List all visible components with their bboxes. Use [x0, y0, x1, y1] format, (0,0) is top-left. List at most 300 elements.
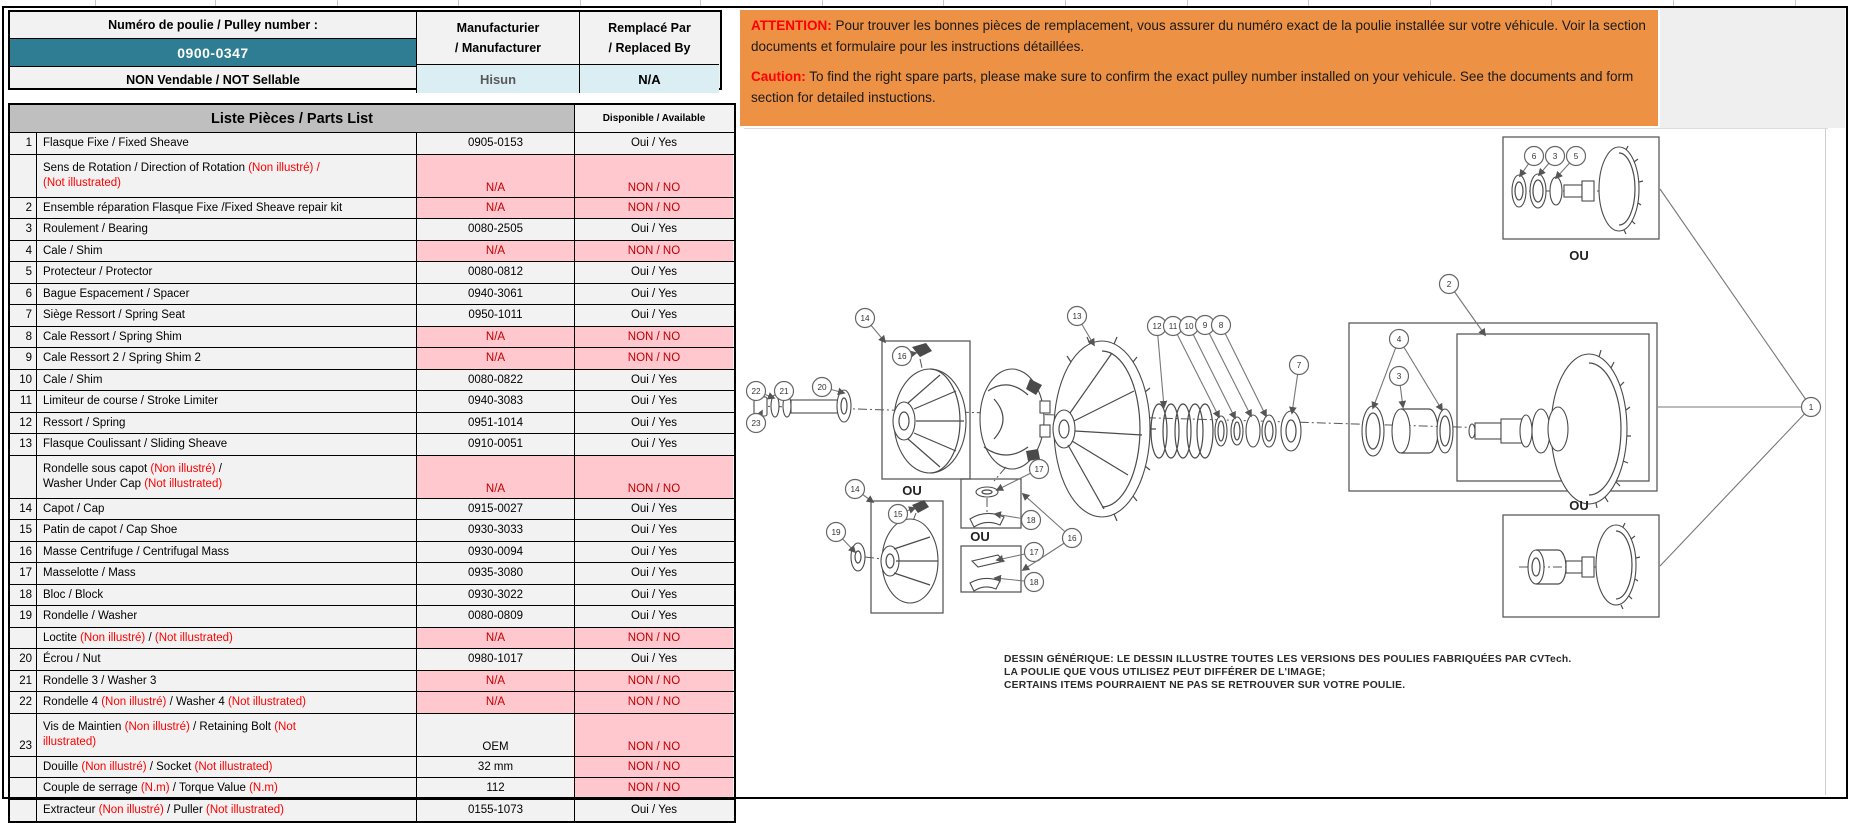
availability-cell: NON / NO: [575, 198, 733, 219]
callout-number: 7: [1296, 360, 1302, 370]
callout-number: 13: [1072, 311, 1082, 321]
replaced-by-label: [580, 12, 719, 65]
callout-7: [1290, 356, 1309, 414]
part-description-cell: [37, 542, 417, 563]
gridline-tick: [822, 0, 823, 6]
table-row: [10, 219, 734, 241]
part-code-cell: 0080-0809: [417, 606, 575, 627]
item-number-cell: 6: [10, 284, 37, 305]
callout-18: [995, 573, 1044, 592]
availability-cell: Oui / Yes: [630, 567, 678, 580]
manufacturer-label-fr: Manufacturier: [456, 21, 540, 35]
parts-list-header-row: [10, 105, 734, 133]
replaced-by-label-en: / Replaced By: [608, 41, 691, 55]
not-illustrated-note: (Non illustré) /: [248, 162, 320, 174]
part-name-text: Masselotte / Mass: [43, 567, 136, 579]
part-code-cell: 0930-3022: [417, 585, 575, 606]
callout-16: [893, 347, 917, 366]
part-code-cell: 0905-0153: [417, 133, 575, 154]
part-code-cell: 0930-3033: [417, 520, 575, 541]
attention-notice: [740, 10, 1658, 126]
item-number-cell: 18: [10, 585, 37, 606]
table-row: [10, 585, 734, 607]
part-code-cell: 0915-0027: [417, 499, 575, 520]
part-description-cell: [37, 133, 417, 154]
part-name-text: Couple de serrage: [43, 782, 141, 794]
item-number-cell: 10: [10, 370, 37, 391]
availability-cell: Oui / Yes: [630, 373, 678, 386]
part-description-cell: [37, 262, 417, 283]
part-description-cell: [37, 800, 417, 822]
availability-cell: Oui / Yes: [630, 524, 678, 537]
item-number-cell: 23: [10, 714, 37, 756]
part-code-cell: N/A: [417, 241, 575, 262]
generic-drawing-note: LA POULIE QUE VOUS UTILISEZ PEUT DIFFÉRER DE L'IMAGE;: [1004, 667, 1326, 678]
part-name-text: / Socket: [146, 760, 195, 773]
part-description-cell: [37, 649, 417, 670]
callout-leader-line: [1660, 189, 1811, 407]
callout-8: [1212, 316, 1267, 417]
table-row: [10, 499, 734, 521]
availability-cell: NON / NO: [575, 456, 733, 498]
part-code-cell: N/A: [417, 348, 575, 369]
gridline-tick: [95, 0, 96, 6]
part-code-cell: 32 mm: [417, 757, 575, 778]
not-illustrated-note: (Not illustrated): [227, 696, 306, 708]
parts-list-table: [8, 103, 736, 823]
gridline-tick: [1308, 0, 1309, 6]
availability-cell: NON / NO: [575, 155, 733, 197]
part-code-cell: N/A: [417, 692, 575, 713]
table-row: [10, 520, 734, 542]
callout-14: [856, 309, 886, 343]
caution-text: To find the right spare parts, please make sure to confirm the exact pulley number installed on your vehicule. See the documents and form section for detailed instuctions.: [751, 69, 1634, 105]
gridline-tick: [700, 0, 701, 6]
not-illustrated-note: (Non illustré): [81, 760, 147, 773]
sellable-status: NON Vendable / NOT Sellable: [126, 73, 300, 87]
part-name-text: Rondelle / Washer: [43, 610, 138, 622]
callout-number: 16: [1067, 533, 1077, 543]
parts-list-title: Liste Pièces / Parts List: [10, 105, 575, 132]
or-label: OU: [1569, 498, 1589, 513]
part-name-text: Patin de capot / Cap Shoe: [43, 524, 178, 536]
item-number-cell: 22: [10, 692, 37, 713]
replaced-by-label-fr: Remplacé Par: [608, 21, 691, 35]
manufacturer-column: [416, 12, 579, 93]
table-row: [10, 563, 734, 585]
item-number-cell: 1: [10, 133, 37, 154]
table-row: [10, 671, 734, 693]
notice-english: [751, 66, 1647, 108]
callout-4: [1373, 330, 1442, 411]
part-name-text: / Retaining Bolt: [189, 721, 275, 733]
gridline-tick: [1430, 0, 1431, 6]
gridline-tick: [580, 0, 581, 6]
gridline-tick: [1065, 0, 1066, 6]
part-name-text: Flasque Coulissant / Sliding Sheave: [43, 438, 228, 450]
item-number-cell: 14: [10, 499, 37, 520]
item-number-cell: 20: [10, 649, 37, 670]
gridline-tick: [215, 0, 216, 6]
part-code-cell: 0940-3083: [417, 391, 575, 412]
callout-number: 18: [1026, 515, 1036, 525]
table-row: [10, 757, 734, 779]
callout-number: 11: [1168, 321, 1178, 331]
part-name-text: / Torque Value: [169, 782, 250, 794]
callout-19: [827, 523, 856, 553]
availability-cell: Oui / Yes: [630, 309, 678, 322]
availability-cell: Oui / Yes: [630, 438, 678, 451]
callout-number: 10: [1184, 321, 1194, 331]
availability-cell: NON / NO: [575, 628, 733, 649]
part-description-cell: [37, 778, 417, 799]
callout-number: 23: [751, 418, 761, 428]
part-name-text: Cale Ressort 2 / Spring Shim 2: [43, 352, 201, 364]
table-row: [10, 241, 734, 263]
exploded-pulley-diagram: [744, 129, 1828, 797]
callout-number: 12: [1152, 321, 1162, 331]
part-code-cell: 0950-1011: [417, 305, 575, 326]
table-row: [10, 413, 734, 435]
gridline-tick: [1187, 0, 1188, 6]
availability-cell: Oui / Yes: [630, 395, 678, 408]
availability-cell: Oui / Yes: [630, 804, 678, 817]
part-name-text: Cale / Shim: [43, 244, 103, 257]
part-name-text: Protecteur / Protector: [43, 266, 153, 278]
part-name-text: Vis de Maintien: [43, 721, 125, 733]
callout-number: 2: [1446, 279, 1452, 289]
availability-cell: Oui / Yes: [630, 416, 678, 429]
part-description-cell: [37, 563, 417, 584]
availability-cell: Oui / Yes: [630, 223, 678, 236]
callout-21: [775, 382, 794, 401]
callout-number: 3: [1396, 371, 1402, 381]
manufacturer-label-en: / Manufacturer: [454, 41, 542, 55]
table-row: [10, 778, 734, 800]
table-row: [10, 370, 734, 392]
pulley-number-label: Numéro de poulie / Pulley number :: [108, 18, 318, 32]
part-description-cell: [37, 671, 417, 692]
callout-number: 9: [1202, 320, 1208, 330]
not-illustrated-note: (Non illustré): [80, 631, 146, 644]
attention-label: ATTENTION:: [751, 18, 832, 33]
part-description-cell: [37, 327, 417, 348]
or-label: OU: [970, 529, 990, 544]
part-description-cell: [37, 628, 417, 649]
pulley-number-value: 0900-0347: [10, 38, 416, 67]
not-illustrated-note: (Non illustré): [124, 721, 190, 733]
availability-cell: NON / NO: [575, 714, 733, 756]
part-description-cell: [37, 714, 417, 756]
callout-22: [747, 382, 775, 401]
table-row: [10, 327, 734, 349]
part-code-cell: 0940-3061: [417, 284, 575, 305]
part-code-cell: 0980-1017: [417, 649, 575, 670]
part-code-cell: 0080-0812: [417, 262, 575, 283]
part-name-text: Washer Under Cap: [43, 477, 145, 490]
part-description-cell: [37, 434, 417, 455]
callout-number: 3: [1552, 151, 1558, 161]
availability-cell: Oui / Yes: [630, 287, 678, 300]
availability-cell: NON / NO: [575, 327, 733, 348]
part-name-text: /: [215, 463, 222, 475]
part-name-text: Douille: [43, 760, 82, 773]
part-description-cell: [37, 585, 417, 606]
available-column-header: Disponible / Available: [575, 105, 733, 132]
part-code-cell: 0155-1073: [417, 800, 575, 822]
item-number-cell: 9: [10, 348, 37, 369]
pulley-header-table: [8, 10, 722, 90]
part-name-text: Loctite: [43, 631, 81, 644]
notice-french: [751, 15, 1647, 57]
table-row: [10, 133, 734, 155]
table-row: [10, 800, 734, 822]
table-row: [10, 262, 734, 284]
item-number-cell: 11: [10, 391, 37, 412]
part-name-text: Rondelle sous capot: [43, 463, 151, 475]
table-row: [10, 649, 734, 671]
part-code-cell: 0910-0051: [417, 434, 575, 455]
item-number-cell: 8: [10, 327, 37, 348]
item-number-cell: 13: [10, 434, 37, 455]
table-row: [10, 606, 734, 628]
table-row: [10, 692, 734, 714]
or-label: OU: [902, 483, 922, 498]
diagram-area: [744, 128, 1828, 797]
gridline-tick: [337, 0, 338, 6]
availability-cell: NON / NO: [575, 692, 733, 713]
callout-14: [846, 480, 874, 503]
part-name-text: / Puller: [163, 804, 206, 816]
part-code-cell: 0951-1014: [417, 413, 575, 434]
part-code-cell: N/A: [417, 628, 575, 649]
part-name-text: Ressort / Spring: [43, 416, 126, 429]
item-number-cell: [10, 778, 37, 799]
part-code-cell: OEM: [417, 714, 575, 756]
callout-number: 19: [831, 527, 841, 537]
callout-2: [1440, 275, 1486, 336]
callout-number: 17: [1034, 464, 1044, 474]
callout-number: 18: [1029, 577, 1039, 587]
availability-cell: Oui / Yes: [630, 588, 678, 601]
availability-cell: NON / NO: [575, 671, 733, 692]
callout-number: 21: [779, 386, 789, 396]
part-name-text: Écrou / Nut: [43, 653, 101, 665]
not-illustrated-note: (Not illustrated): [154, 631, 233, 644]
or-label: OU: [1569, 248, 1589, 263]
part-code-cell: 0935-3080: [417, 563, 575, 584]
callout-number: 22: [751, 386, 761, 396]
not-illustrated-note: (N.m): [140, 782, 170, 794]
part-name-text: Limiteur de course / Stroke Limiter: [43, 395, 219, 407]
part-description-cell: [37, 456, 417, 498]
item-number-cell: 7: [10, 305, 37, 326]
item-number-cell: 17: [10, 563, 37, 584]
callout-number: 20: [817, 382, 827, 392]
not-illustrated-note: (Non illustré): [101, 696, 167, 708]
part-description-cell: [37, 413, 417, 434]
part-name-text: Cale Ressort / Spring Shim: [43, 330, 182, 343]
part-name-text: Bloc / Block: [43, 588, 104, 601]
gridline-tick: [458, 0, 459, 6]
availability-cell: NON / NO: [575, 778, 733, 799]
part-code-cell: N/A: [417, 671, 575, 692]
item-number-cell: [10, 456, 37, 498]
part-name-text: /: [145, 631, 155, 644]
part-code-cell: 112: [417, 778, 575, 799]
part-description-cell: [37, 499, 417, 520]
item-number-cell: 2: [10, 198, 37, 219]
part-code-cell: N/A: [417, 456, 575, 498]
table-row: [10, 348, 734, 370]
not-illustrated-note: (Not: [274, 721, 296, 733]
generic-drawing-note: CERTAINS ITEMS POURRAIENT NE PAS SE RETROUVER SUR VOTRE POULIE.: [1004, 680, 1406, 691]
generic-drawing-note: DESSIN GÉNÉRIQUE: LE DESSIN ILLUSTRE TOUTES LES VERSIONS DES POULIES FABRIQUÉES PAR CVTech.: [1004, 654, 1572, 665]
table-row: [10, 542, 734, 564]
callout-number: 4: [1396, 334, 1402, 344]
caution-label: Caution:: [751, 69, 806, 84]
gridline-tick: [943, 0, 944, 6]
availability-cell: Oui / Yes: [630, 266, 678, 279]
part-name-text: Cale / Shim: [43, 373, 103, 386]
table-row: [10, 434, 734, 456]
not-illustrated-note: (Not illustrated): [43, 176, 121, 189]
callout-number: 14: [850, 484, 860, 494]
part-name-text: Rondelle 4: [43, 696, 102, 708]
item-number-cell: [10, 155, 37, 197]
part-description-cell: [37, 155, 417, 197]
fixed-sheave-main-box: [1349, 323, 1657, 508]
not-illustrated-note: (Not illustrated): [205, 804, 284, 816]
part-description-cell: [37, 219, 417, 240]
not-illustrated-note: (N.m): [249, 782, 278, 794]
item-number-cell: 12: [10, 413, 37, 434]
availability-cell: NON / NO: [575, 241, 733, 262]
part-name-text: Flasque Fixe / Fixed Sheave: [43, 137, 189, 149]
table-row: [10, 198, 734, 220]
manufacturer-label: [417, 12, 579, 65]
part-description-cell: [37, 391, 417, 412]
callout-number: 1: [1808, 402, 1814, 412]
background-strip: [1660, 8, 1845, 128]
callout-number: 17: [1029, 547, 1039, 557]
table-row: [10, 391, 734, 413]
part-code-cell: 0930-0094: [417, 542, 575, 563]
item-number-cell: 16: [10, 542, 37, 563]
gridline-tick: [1551, 0, 1552, 6]
item-number-cell: 4: [10, 241, 37, 262]
not-illustrated-note: illustrated): [43, 735, 97, 748]
spring-and-shims-drawing: [1151, 404, 1301, 458]
replaced-by-column: [579, 12, 719, 93]
part-name-text: Ensemble réparation Flasque Fixe /Fixed Sheave repair kit: [43, 201, 343, 214]
part-name-text: Extracteur: [43, 804, 99, 816]
item-number-cell: [10, 800, 37, 822]
callout-number: 16: [897, 351, 907, 361]
callout-number: 14: [860, 313, 870, 323]
not-illustrated-note: (Non illustré): [98, 804, 164, 816]
table-row: [10, 714, 734, 757]
table-row: [10, 456, 734, 499]
part-name-text: Rondelle 3 / Washer 3: [43, 674, 157, 687]
table-row: [10, 305, 734, 327]
part-description-cell: [37, 370, 417, 391]
part-name-text: Siège Ressort / Spring Seat: [43, 309, 185, 321]
callout-17: [997, 543, 1044, 562]
item-number-cell: [10, 628, 37, 649]
part-description-cell: [37, 241, 417, 262]
part-code-cell: 0080-2505: [417, 219, 575, 240]
sliding-sheave-drawing: [1053, 337, 1156, 521]
diagram-right-border: [1825, 129, 1826, 795]
callout-13: [1068, 307, 1095, 346]
not-illustrated-note: (Not illustrated): [194, 760, 273, 773]
not-illustrated-note: (Non illustré): [150, 463, 216, 475]
pulley-number-column: [10, 12, 416, 93]
availability-cell: Oui / Yes: [630, 502, 678, 515]
item-number-cell: 21: [10, 671, 37, 692]
availability-cell: Oui / Yes: [630, 137, 678, 150]
part-description-cell: [37, 520, 417, 541]
item-number-cell: [10, 757, 37, 778]
callout-number: 8: [1218, 320, 1224, 330]
item-number-cell: 15: [10, 520, 37, 541]
part-code-cell: 0080-0822: [417, 370, 575, 391]
item-number-cell: 19: [10, 606, 37, 627]
item-number-cell: 3: [10, 219, 37, 240]
callout-3: [1390, 367, 1409, 408]
part-name-text: Sens de Rotation / Direction of Rotation: [43, 162, 249, 174]
callout-6: [1520, 147, 1544, 177]
part-description-cell: [37, 198, 417, 219]
table-row: [10, 628, 734, 650]
callout-1: [1658, 189, 1821, 566]
callout-number: 6: [1531, 151, 1537, 161]
part-description-cell: [37, 692, 417, 713]
part-description-cell: [37, 284, 417, 305]
part-code-cell: N/A: [417, 155, 575, 197]
table-row: [10, 284, 734, 306]
table-row: [10, 155, 734, 198]
availability-cell: Oui / Yes: [630, 610, 678, 623]
callout-12: [1148, 317, 1167, 408]
part-code-cell: N/A: [417, 327, 575, 348]
part-description-cell: [37, 757, 417, 778]
part-description-cell: [37, 348, 417, 369]
attention-text: Pour trouver les bonnes pièces de remplacement, vous assurer du numéro exact de la poulie installée sur votre véhicule. Voir la section documents et formulaire pour les instructions détaillées.: [751, 18, 1646, 54]
gridline-tick: [1795, 0, 1796, 6]
gridline-tick: [1673, 0, 1674, 6]
part-code-cell: N/A: [417, 198, 575, 219]
part-name-text: Bague Espacement / Spacer: [43, 287, 190, 300]
availability-cell: NON / NO: [575, 757, 733, 778]
callout-number: 5: [1573, 151, 1579, 161]
availability-cell: Oui / Yes: [630, 545, 678, 558]
callout-leader-line: [1660, 407, 1811, 566]
not-illustrated-note: (Not illustrated): [144, 477, 223, 490]
parts-list-rows: [10, 133, 734, 821]
part-name-text: Capot / Cap: [43, 502, 105, 515]
availability-cell: NON / NO: [575, 348, 733, 369]
item-number-cell: 5: [10, 262, 37, 283]
callout-leader-line: [1157, 326, 1164, 407]
fixed-sheave-variant-bottom-box: [1503, 515, 1659, 617]
callout-number: 15: [893, 509, 903, 519]
part-description-cell: [37, 305, 417, 326]
part-name-text: Roulement / Bearing: [43, 223, 148, 235]
part-name-text: / Washer 4: [166, 696, 228, 708]
part-description-cell: [37, 606, 417, 627]
